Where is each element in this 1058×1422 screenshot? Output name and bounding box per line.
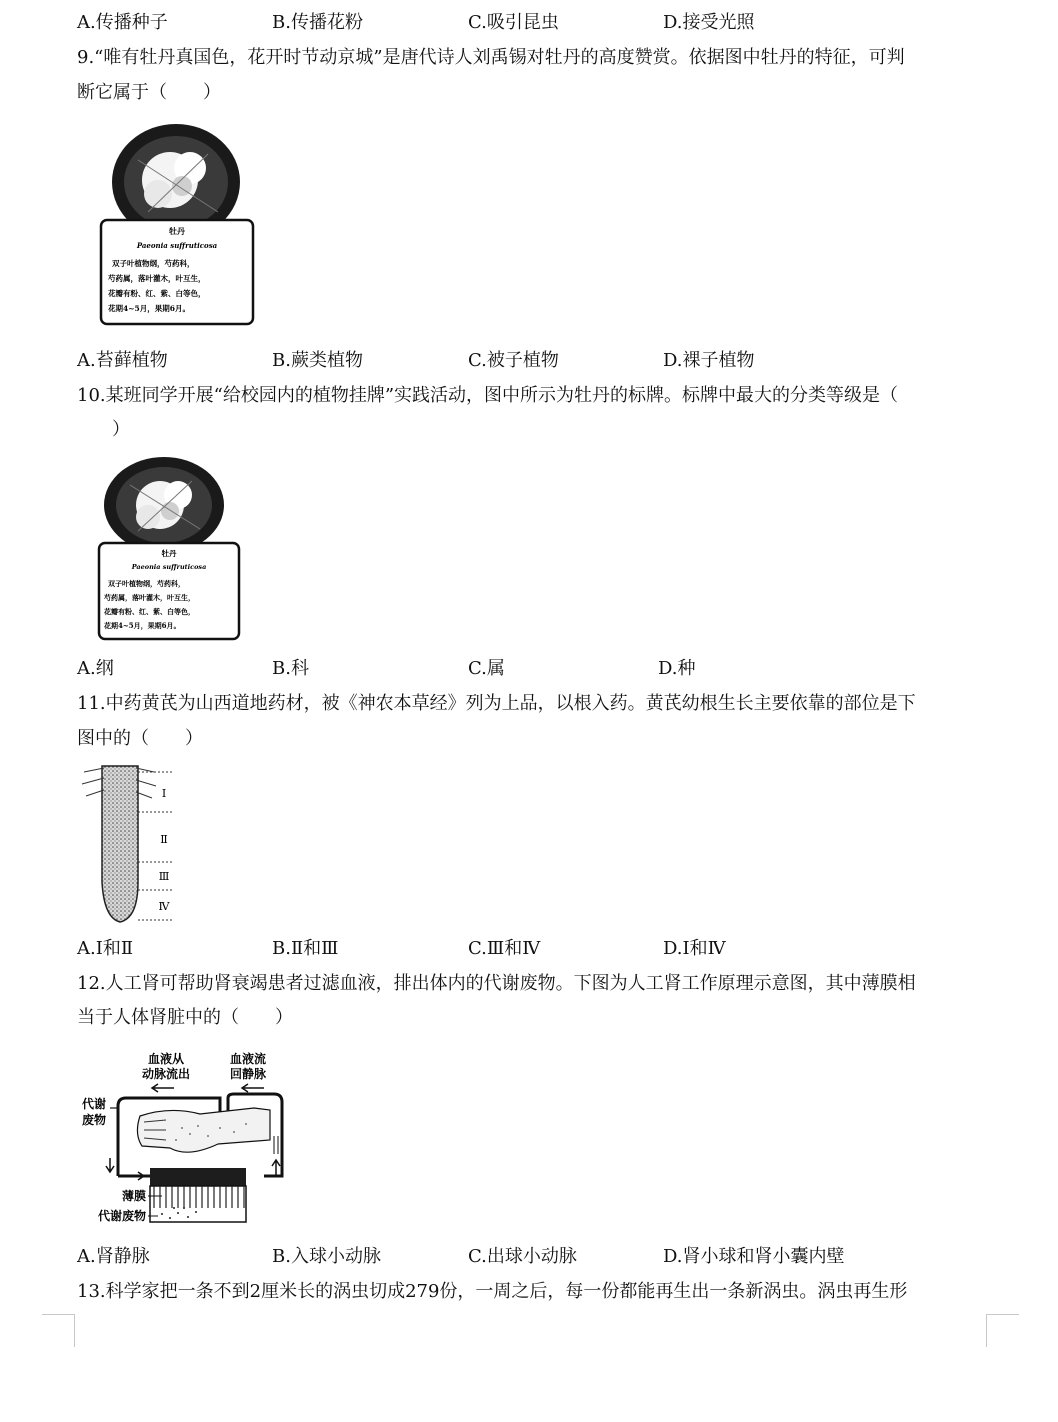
- vein-label-2: 回静脉: [229, 1067, 267, 1081]
- q9-question-line2: 断它属于（ ）: [77, 82, 221, 103]
- option-b: B.入球小动脉: [272, 1246, 381, 1267]
- peony-label-figure-q9: [98, 120, 258, 330]
- artery-arrow: [152, 1084, 174, 1092]
- option-b: B.科: [272, 658, 309, 679]
- down-arrow: [106, 1158, 114, 1172]
- blood-channel: [150, 1168, 246, 1186]
- card-latin: Paeonia suffruticosa: [131, 563, 207, 571]
- zone-label-3: Ⅲ: [158, 870, 170, 883]
- card-text-1: 双子叶植物纲，芍药科，: [108, 579, 185, 588]
- q13-question-line1: 13.科学家把一条不到2厘米长的涡虫切成279份，一周之后，每一份都能再生出一条新涡虫。涡虫再生形: [77, 1281, 908, 1302]
- up-arrow: [272, 1160, 280, 1176]
- artery-label-1: 血液从: [147, 1052, 185, 1066]
- option-d: D.Ⅰ和Ⅳ: [663, 938, 726, 959]
- artificial-kidney-diagram: [78, 1048, 290, 1228]
- option-b: B.蕨类植物: [272, 350, 363, 371]
- waste-label-1: 代谢: [82, 1097, 107, 1111]
- waste-bottom-label: 代谢废物: [98, 1209, 147, 1223]
- option-a: A.Ⅰ和Ⅱ: [77, 938, 134, 959]
- option-b: B.Ⅱ和Ⅲ: [272, 938, 339, 959]
- option-c: C.吸引昆虫: [468, 12, 559, 33]
- q12-question-line1: 12.人工肾可帮助肾衰竭患者过滤血液，排出体内的代谢废物。下图为人工肾工作原理示意图，其中薄膜相: [77, 973, 916, 994]
- option-a: A.纲: [77, 658, 114, 679]
- option-c: C.属: [468, 658, 505, 679]
- card-text-3: 花瓣有粉、红、紫、白等色，: [104, 607, 195, 616]
- q10-question-line1: 10.某班同学开展“给校园内的植物挂牌”实践活动，图中所示为牡丹的标牌。标牌中最大的分类等级是（: [77, 385, 899, 406]
- card-text-2: 芍药属，落叶灌木，叶互生，: [108, 274, 206, 283]
- zone-label-2: Ⅱ: [160, 833, 168, 846]
- q11-question-line1: 11.中药黄芪为山西道地药材，被《神农本草经》列为上品，以根入药。黄芪幼根生长主要依靠的部位是下: [77, 693, 916, 714]
- q12-question-line2: 当于人体肾脏中的（ ）: [77, 1007, 293, 1028]
- card-text-3: 花瓣有粉、红、紫、白等色，: [108, 289, 206, 298]
- artery-label-2: 动脉流出: [141, 1067, 191, 1081]
- zone-label-1: Ⅰ: [161, 787, 167, 800]
- card-name: 牡丹: [169, 226, 185, 236]
- option-c: C.Ⅲ和Ⅳ: [468, 938, 541, 959]
- card-text-4: 花期4~5月，果期6月。: [108, 304, 190, 313]
- option-d: D.裸子植物: [663, 350, 755, 371]
- option-a: A.传播种子: [77, 12, 168, 33]
- option-c: C.被子植物: [468, 350, 559, 371]
- option-b: B.传播花粉: [272, 12, 363, 33]
- option-d: D.种: [658, 658, 696, 679]
- option-a: A.苔藓植物: [77, 350, 168, 371]
- page-corner-left: [42, 1314, 75, 1347]
- zone-label-4: Ⅳ: [158, 900, 170, 913]
- membrane-label: 薄膜: [122, 1189, 147, 1203]
- page-corner-right: [986, 1314, 1019, 1347]
- card-text-2: 芍药属，落叶灌木，叶互生，: [104, 593, 195, 602]
- option-d: D.接受光照: [663, 12, 755, 33]
- root-tip: [102, 766, 138, 922]
- option-d: D.肾小球和肾小囊内壁: [663, 1246, 845, 1267]
- card-text-4: 花期4~5月，果期6月。: [104, 621, 181, 630]
- card-latin: Paeonia suffruticosa: [136, 241, 218, 250]
- q11-question-line2: 图中的（ ）: [77, 728, 203, 749]
- card-name: 牡丹: [161, 549, 177, 558]
- q10-question-line2: ）: [112, 419, 130, 440]
- vein-label-1: 血液流: [229, 1052, 267, 1066]
- option-a: A.肾静脉: [77, 1246, 150, 1267]
- waste-label-2: 废物: [82, 1113, 107, 1127]
- peony-label-figure-q10: [96, 455, 244, 645]
- card-text-1: 双子叶植物纲，芍药科，: [112, 259, 195, 268]
- root-tip-figure: [80, 762, 180, 927]
- option-c: C.出球小动脉: [468, 1246, 577, 1267]
- q9-question-line1: 9.“唯有牡丹真国色，花开时节动京城”是唐代诗人刘禹锡对牡丹的高度赞赏。依据图中牡丹的特征，可判: [77, 47, 905, 68]
- vein-arrow: [242, 1084, 264, 1092]
